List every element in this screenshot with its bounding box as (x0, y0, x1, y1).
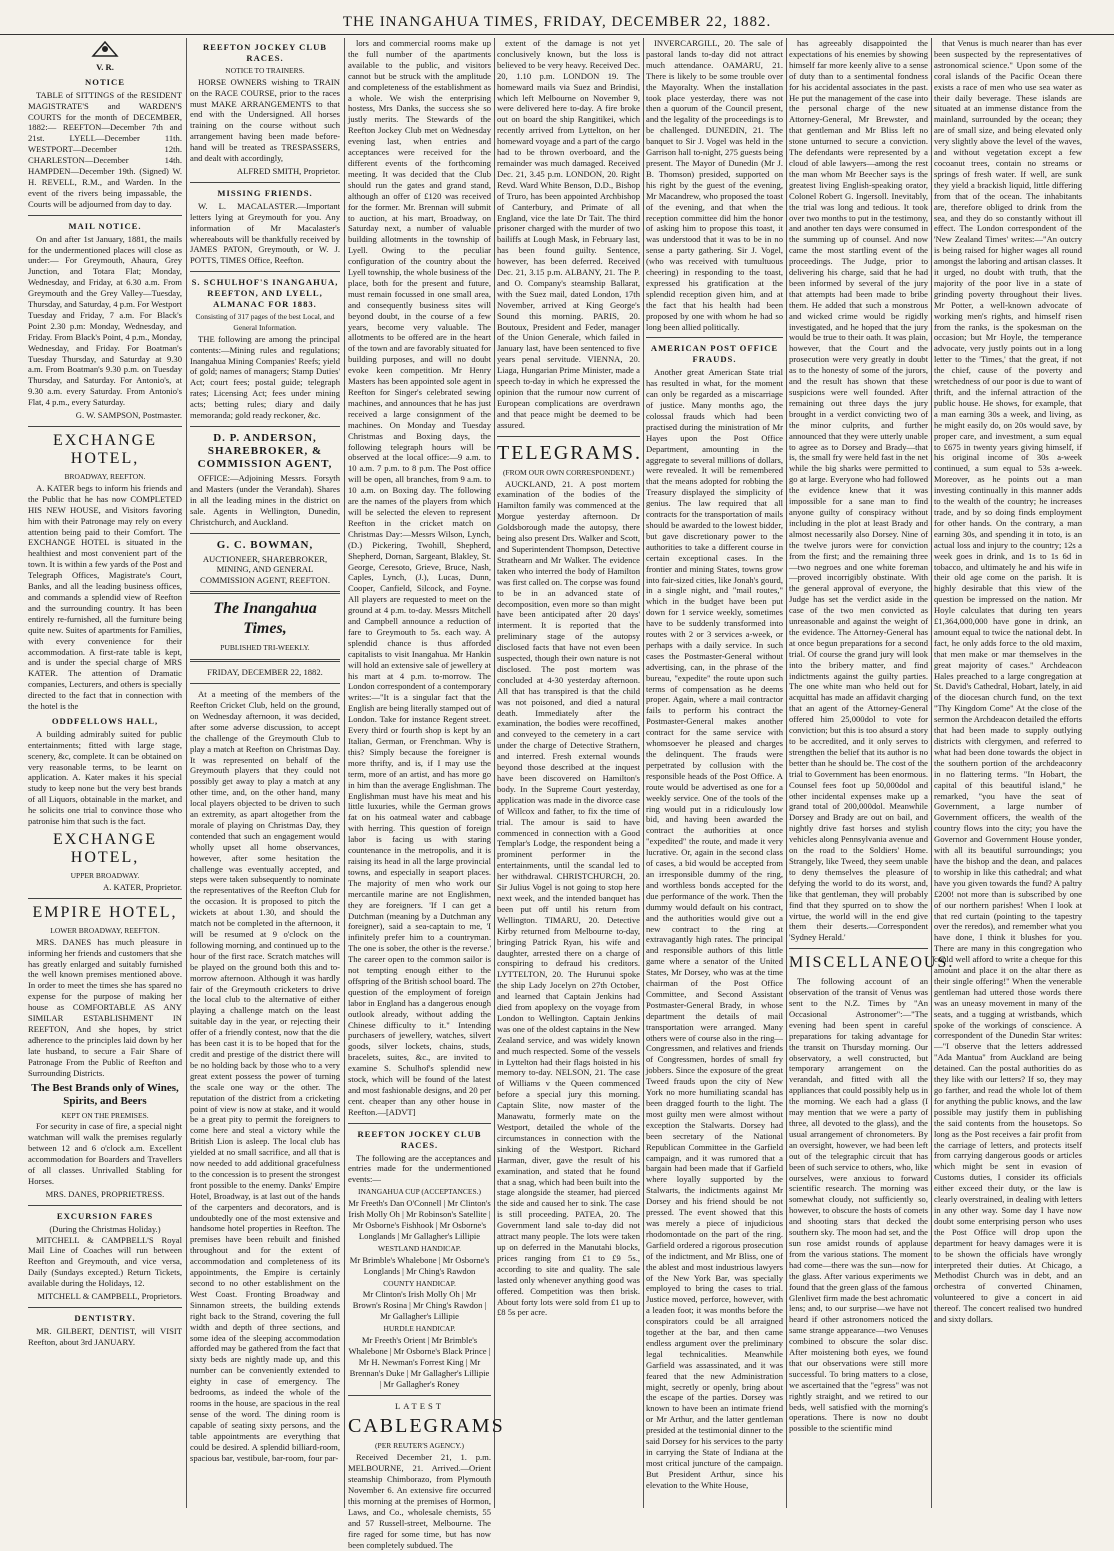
column-7 (934, 38, 1082, 1508)
missing-heading: MISSING FRIENDS. (217, 187, 313, 198)
cablegrams-sub: (PER REUTER'S AGENCY.) (375, 1441, 464, 1451)
brands-sub: KEPT ON THE PREMISES. (61, 1110, 149, 1120)
mail-notice-heading: MAIL NOTICE. (68, 220, 142, 231)
hurdle-list: Mr Freeth's Orient | Mr Brimble's Whalebone | Mr Osborne's Black Prince | Mr H. Newman's Forrest King | Mr Brennan's Duke | Mr Gallagher's Lillipie | Mr Gallagher's Roney (348, 1335, 491, 1389)
oddfellows-heading: ODDFELLOWS HALL, (51, 715, 159, 726)
notice-heading: NOTICE (85, 76, 125, 87)
westland-list: Mr Brimble's Whalebone | Mr Osborne's Longlands | Mr Ching's Rawdon (349, 1254, 490, 1276)
telegrams-heading: TELEGRAMS. (497, 441, 642, 464)
missing-text: W. L. MACALASTER.—Important letters lying at Greymouth for you. Any information of Mr Macalaster's whereabouts will be thankfully received by JAMES PATON, Greymouth, or W. J. POTTS, TIMES Office, Reefton. (190, 200, 340, 266)
almanac-heading: S. SCHULHOF'S INANGAHUA, REEFTON, AND LYELL, ALMANAC FOR 1883. (191, 277, 339, 310)
anderson-text: OFFICE:—Adjoining Messrs. Forsyth and Masters (under the Verandah). Shares in all the leading mines in the district on sale. Agents in Wellington, Dunedin, Christchurch, and Auckland. (190, 473, 340, 527)
miscellaneous-text: The following account of an observation of the transit of Venus was sent to the N.Z. Times by "An Occasional Astronomer":—"The evening had been spent in careful preparations for taking advantage for the transit on Thursday morning. Our observatory, a well constructed, but temporary arrangement on the verandah, and fitted with all the appliances that could possibly help us in the morning. We each had a glass (I may mention that we were a party of three, all devoted to the glass), and the usual arrangement of chronometers. By an oversight, however, we had been left out of the telegraphic circuit that has been of such service to others, who, like ourselves, were anxious to forward scientific research. The morning was somewhat cloudy, not sufficiently so, however, to obscure the hosts of comets and shooting stars that decked the southern sky. The moon had set, and the sun rose amidst rounds of applause from the various stations. The moment had come—there was the sun—now for the glass. After various experiments we found that the green glass of the famous Glenlivet firm made the best achromatic lens; and, to our surprise—we have not heard if other astronomers noticed the same strange appearance—two Venuses combined to obscure the solar disc. After moistening both eyes, we found that our observations were still more successful. To bring matters to a close, we ascertained that the "egress" was not rightly straight, and we retired to our beds, well satisfied with the morning's operations. There is now no doubt possible to the scientific mind (789, 976, 928, 1434)
empire-hotel-text: MRS. DANES has much pleasure in informing her friends and customers that she has greatly enlarged and suitably furnished the well known premises mentioned above. In order to meet the times she has spared no expense for the purpose of making her house as COMFORTABLE AS ANY SIMILAR ESTABLISHMENT IN REEFTON, And she hopes, by strict adherence to the principles laid down by her late husband, to secure a Fair Share of Patronage From the Public of Reefton and Surrounding Districts. (28, 936, 182, 1078)
latest-heading: LATEST (394, 1400, 445, 1411)
westland-heading: WESTLAND HANDICAP. (378, 1243, 461, 1253)
bowman-text: AUCTIONEER, SHAREBROKER, MINING, AND GENERAL COMMISSION AGENT, REEFTON. (199, 553, 331, 586)
excursion-heading: EXCURSION FARES (56, 1210, 154, 1221)
fraud-text: Another great American State trial has resulted in what, for the moment can only be regarded as a miscarriage of justice. Many months ago, the colossal frauds which had been practised during the ministration of Mr Hayes upon the Post Office Department, amounting in the aggregate to several millions of dollars, were revealed. It will be remembered that the means adopted for robbing the Treasury displayed the simplicity of genius. The law required that all contracts for the transportation of mails should be awarded to the lowest bidder, but gave discretionary power to the authorities to take a different course in certain exceptional cases. In the frontier and mining States, towns grow into fair-sized cities, like Jonah's gourd, in a single night, and "mail routes," which in the budget have been put down for 1 service weekly, sometimes have to be suddenly transformed into routes with 2 or 3 services a-week, or perhaps with a daily service. In such cases the Postmaster-General without advertising, can, in the phrase of the bureau, "expedite" the route upon such terms of compensation as he deems proper. Again, where a mail contractor fails to perform his contract the Postmaster-General makes another contract for the same service with whomsoever he pleased and charges the delinquent. The frauds were perpetrated by collusion with the responsible heads of the Post Office. A route would be advertised as one for a weekly service. One of the tools of the ring would put in a ridiculously low bid, and having been awarded the contract the authorities at once "expedited" the route, and made it very lucrative. Or, again in the second class of cases, a bid would be accepted from an irresponsible dummy of the ring, and worthless bonds accepted for the due performance of the work. Then the dummy would default on his contract, and the authorities would give out a new contract to the ring at extravagantly high rates. The principal and responsible authors of this little game where a senator of the United States, Mr Dorsey, who was at the time chairman of the Post Office Committee, and Second Assistant Postmaster-General Brady, in whose department the details of mail transportation were arranged. Many others were of course also in the ring—Congressmen, and relatives and friends of Congressmen, hordes of small fry jobbers. Since the exposure of the great Tweed frauds upon the city of New York no more humiliating scandal has been dragged fourth to the light. The most guilty men were almost without exception the Stalwarts. Dorsey had been secretary of the National Republican Committee in the Garfield campaign, and it was rumored that a bargain had been made that if Garfield where loyally supported by the Stalwarts, the indictments against Mr Dorsey and his friend should be not pressed. The event showed that this was merely a piece of injudicious rhodomontade on the part of the ring. Garfield ordered a rigorous prosecution of the indictment, and Mr Bliss, one of the ablest and most industrious lawyers of the New York Bar, was specially employed to bring the cases to trial. Justice moved, perforce, however, with a leaden foot; it was months before the conspirators could be all arraigned together at the bar, and then came endless argument over the preliminary legal technicalities. Meanwhile Garfield was assassinated, and it was feared that the new Administration might, secretly or openly, bring about the escape of the parties. Dorsey was known to have been an intimate friend or Mr Arthur, and the latter gentleman presided at the testimonial dinner to the said Dorsey for his services to the party in carrying the State of Indiana at the most critical juncture of the campaign. But President Arthur, since his elevation to the White House, (646, 367, 783, 1490)
exchange-hotel-heading: EXCHANGE HOTEL, (53, 432, 157, 467)
excursion-sub: (During the Christmas Holiday.) (49, 1223, 161, 1234)
exchange-hotel-text: A. KATER begs to inform his friends and the Public that he has now COMPLETED HIS NEW HOUSE, and Visitors favoring him with their Patronage may rely on every attention being paid to their Comfort. The EXCHANGE HOTEL is situated in the healthiest and most convenient part of the town. It is within a few yards of the Post and Telegraph Offices, Magistrate's Court, Banks, and all the leading business offices, and commands a splendid view of Reefton and the surrounding country. It has been entirely re-furnished, all the furniture being quite new. Suites of apartments for Families, with every convenience for their accommodation. A first-rate table is kept, and is under the special charge of MRS KATER. The attention of Dramatic companies, Lecturers, and others is specially directed to the fact that in connection with the hotel is the (28, 482, 182, 712)
column-rule (344, 38, 345, 1508)
telegrams-text: AUCKLAND, 21. A post mortem examination of the bodies of the Hamilton family was commenced at the Morgue yesterday afternoon. Dr Goldsborough made the autopsy, there being also present Drs. Walker and Scott, and Superintendent Thompson, Detective Strathearn and Mr Walker. The evidence taken who interred the body of Hamilton was first called on. The corpse was found to be in an advanced state of decomposition, even more so than might have been anticipated after 20 days' interment. It is reported that the preliminary stage of the autopsy disclosed facts that have not even been suspected, though their own nature is not disclosed. The post mortem was concluded at 4-30 yesterday afternoon. All that has transpired is that the child was not poisoned, and died a natural death. Immediately after the examination, the bodies were recoffined, and conveyed to the cemetery in a cart under the charge of Detective Strathern, and interred. Fresh external wounds beyond those described at the inquest have been discovered on Hamilton's body. In the Supreme Court yesterday, application was made in the divorce case of Willcox and father, to fix the time of trial. The amour is said to have commenced in connection with a Good Templar's Lodge, the respondent being a prominent performer in the entertainments, until the scandal led to her withdrawal. CHRISTCHURCH, 20. Sir Julius Vogel is not going to stop here next week, and the intended banquet has been put off until his return from Wellington. TIMARU, 20. Detective Kirby returned from Melbourne to-day, bringing Patrick Ryan, his wife and daughter, arrested there on a charge of conspiring to defraud his creditors. LYTTELTON, 20. The Hurunui spoke the ship Lady Jocelyn on 27th October, and learned that Captain Jenkins had died from apoplexy on the voyage from London to Wellington. Captain Jenkins was one of the oldest captains in the New Zealand service, and was widely known and much respected. Some of the vessels in Lyttelton had their flags hoisted in his memory to-day. NELSON, 21. The case of Williams v the Queen commenced before a special jury this morning. Captain Slite, now master of the Manawatu, formerly mate on the Westport, detailed the whole of the circumstances in connection with the sinking of the Westport. Richard Harman, diver, gave the result of his examination, and stated that he found that a snag, which had been built into the stage alongside the steamer, had pierced the side and caused her to sink. The case is still proceeding. PATEA, 20. The Government land sale to-day did not attract many people. The lots were taken up on deferred in the Manutahi blocks, prices ranging from £1 to £9 5s., according to site and quality. The sale lasted only whenever anything good was offered. Competition was then brisk. About forty lots were sold from £1 up to £8 5s per acre. (497, 478, 640, 1318)
column-rule (786, 38, 787, 1508)
inangahua-cup-heading: INANGAHUA CUP (ACCEPTANCES.) (357, 1187, 482, 1197)
miscellaneous-heading: MISCELLANEOUS. (789, 954, 955, 972)
fraud-heading: AMERICAN POST OFFICE FRAUDS. (650, 343, 779, 365)
column-2 (190, 38, 340, 1508)
jockey-2-heading: REEFTON JOCKEY CLUB RACES. (357, 1128, 482, 1150)
editorial-text: At a meeting of the members of the Reefton Cricket Club, held on the ground, on Wednesday afternoon, it was decided, after some adverse discussion, to accept the challenge of the Greymouth Club to play a match at Reefton on Christmas Day. It was represented on behalf of the Greymouth players that they could not possibly get away to play a match at any other time, and, on the other hand, many local players objected to be driven to such an extremity, as apart altogether from the morale of playing on Christmas Day, they contended that such an engagement would wholly upset all home observances, however, after some hesitation the challenge was eventually accepted, and steps were taken subsequently to nominate the representatives of the Reefton Club for the occasion. It is proposed to pitch the wickets at about 1.30, and should the match not be completed in the afternoon, it will be resumed at 9 o'clock on the following morning, and continued up to the hour of the first race. Scratch matches will be played on the ground both this and to-morrow afternoon. Although it was hardly fair of the Greymouth cricketers to drive the local club to the alternative of either playing a challenge match on the least suitable day in the year, or rejecting their offer of a friendly contest, now that the die has been cast it is to be hoped that for the credit and prestige of the district there will be no holding back by those who to a very great extent possess the power of turning the scale one way or the other. The reputation of the district from a cricketing point of view is now at stake, and it would be a great pity to permit the foreigners to come here and steal a victory while the British Lion is asleep. The local club has yielded at no small sacrifice, and all that is now needed to add additional gracefulness to the concession is to present the strongest front possible to the enemy. Danks' Empire Hotel, Broadway, is at last out of the hands of the carpenters and decorators, and is undoubtedly one of the most extensive and handsome hotel properties in Reefton. The premises have been rebuilt and finished throughout and for the extent of accommodation and completeness of its appointments, the Empire is certainly second to no other establishment on the West Coast. Fronting Broadway and Sinnamon streets, the building extends right back to the Strand, covering the full width and depth of three sections, and some idea of the sleeping accommodation afforded may be gathered from the fact that sixty beds are nightly made up, and this number can be conveniently extended to eighty in case of emergency. The bedrooms, as indeed the whole of the rooms in the house, are spacious in the real sense of the word. The dining room is capable of seating sixty persons, and the table appointments are everything that could be desired. A splendid billiard-room, spacious bar, vestibule, bar-room, four par- (190, 689, 340, 1463)
almanac-sub: Consisting of 317 pages of the best Local, and General Information. (195, 311, 335, 332)
cablegrams-heading: CABLEGRAMS (348, 1415, 505, 1438)
jockey-sub: NOTICE TO TRAINERS. (225, 65, 305, 75)
mail-signature: G. W. SAMPSON, Postmaster. (75, 410, 182, 421)
empire-hotel-sub: LOWER BROADWAY, REEFTON. (50, 925, 160, 935)
column-5 (646, 38, 783, 1508)
oddfellows-text: A building admirably suited for public entertainments; fitted with large stage, scenery, &c, complete. It can be obtained on very reasonable terms, to be learnt on application. A. Kater makes it his special study to keep none but the very best brands of all Liquors, obtainable in the market, and he solicits one trial to convince those who patronise him that such is the fact. (28, 728, 182, 827)
miscellaneous-continued-text: that Venus is much nearer than has ever been suspected by the representatives of astronomical science." Upon some of the coral islands of the Pacific Ocean there exists a race of men who use sea water as their daily beverage. These islands are situated at an immense distance from the mainland, surrounded by the ocean; they are of small size, and being elevated only very slightly above the level of the waves, and without vegetation except a few cocoanut trees, contain no streams or springs of fresh water. If well, are sunk they yield a brackish liquid, little differing from that of the ocean. The inhabitants are, therefore obliged to drink from the sea, and they do so constantly without ill effect. The London correspondent of the 'New Zealand Times' writes:—"An outcry is being raised for higher wages all round amongst the laboring and artisan classes. It it urged, no doubt with truth, that the majority of the poor live in a state of grinding poverty throughout their lives. Mr Potter, a well-known advocate of working men's rights, and himself risen from the ranks, is the spokesman on the occasion; but Mr Hoyle, the temperance advocate, very justly points out in a long letter to the 'Times,' that the great, if not the chief, cause of the poverty and wretchedness of our poor is due to want of thrift, and the infernal attraction of the public house. He shows, for example, that a man earning 30s a week, and living, as he might easily do, on 20s would save, by proper care, and investment, a sum equal to £675 in twenty years giving himself, if his original income of 30s a-week continued, a sum equal to 53s a-week. Moreover, as he points out a man investing continually in this manner adds to the wealth of the country; he increases trade, and by so doing finds employment for other hands. On the contrary, a man earning 30s, and spending it in toto, is an actual loss and injury to the country; 12s a week goes in drink, and 1s to 1s 6d in tobacco, and ultimately he and his wife in their old age come on the parish. It is highly desirable that this view of the question be impressed on the nation. Mr Hoyle calculates that during ten years £1,364,000,000 have gone in drink, an amount equal to twice the national debt. In fact, he only adds force to the old maxim, that men make or mar themselves in the great majority of cases." Archdeacon Hales preached to a large congregation at St. David's Cathedral, Hobart, lately, in aid of the diocesan church fund, on the text "Thy Kingdom Come" At the close of the sermon the Archdeacon detailed the efforts that had been made to supply outlying districts with clergymen, and referred to what had been done towards the object in the southern portion of the archdeaconry in no flattering terms. "In Hobart, the capital of this beautiful island," he remarked, "you have the seat of Government, a large number of Government officers, the wealth of the country flows into the city; you have the Governor and Government House yonder, with all its beautiful surroundings; you have the bishop and the dean, and palaces to worship in like this cathedral; and what have you given towards the fund? A paltry £200! not more than is subscribed by one of our northern parishes! When I look at that red curtain (pointing to the tapestry over the reredos), and remember what you have done, I think it blushes for you. There are many in this congregation who could well afford to write a cheque for this amount and place it on the altar there as their single offering!" When the venerable gentleman had uttered those words there was an uneasy movement in many of the seats, and a tugging at wristbands, which spoke of the workings of conscience. A correspondent of the Dunedin Star writes:—"I observe that the letters addressed "Ada Mantua" from Auckland are being detained. Can the postal authorities do as they like with our letters? If so, they may go farther, and read the whole lot of them for anything the public knows, and the law possible may justify them in publishing the said contents from the housetops. So long as the Post receives a fair profit from the carriage of letters, and protects itself from carrying dangerous goods or articles which might be sent in evasion of Customs duties, I consider its officials either exceed their duty, or the law is clearly overstrained, in dealing with letters in any other way. Some day I have now doubt some enterprising person who uses the Post Office will drop upon the department for heavy damages were it is to be shown the officials have wrongly interpreted their duties. At Chicago, a Methodist Church was in debt, and an orchestra of converted Chinamen, volunteered to give a concert in aid thereof. The concert realised two hundred and sixty dollars. (934, 38, 1082, 1325)
cable-continued-text: extent of the damage is not yet conclusively known, but the loss is believed to be very heavy. Received Dec. 20, 1.10 p.m. LONDON 19. The homeward mails via Suez and Brindisi, which left Melbourne on November 9, were delivered here to-day. A fire broke out on board the ship Rangitikei, which recently arrived from Lyttelton, on her homeward voyage and a part of the cargo had to be thrown overboard, and the remainder was much damaged. Received Dec. 21, 3.45 p.m. LONDON, 20. Right Revd. Ward White Benson, D.D., Bishop of Truro, has been appointed Archbishop of Canterbury, and Primate of all England, vice the late Dr Tait. The third prisoner charged with the murder of two bailiffs at Lough Mask, in February last, has been found guilty. Sentence, however, has been deferred. Received Dec. 21, 3.15 p.m. ALBANY, 21. The P. and O. Company's steamship Ballarat, with the Suez mail, dated London, 17th November, arrived at King George's Sound this morning. PARIS, 20. Boutoux, President and Feder, manager of the Union Generale, which failed in January last, have been sentenced to five years penal servitude. VIENNA, 20. Liaga, Hungarian Prime Minister, made a speech to-day in which he expressed the opinion that the rumour now current of European complications are overdrawn and that peace might be deemed to be assured. (497, 38, 640, 430)
exchange-hotel-2-sign: A. KATER, Proprietor. (102, 881, 182, 892)
excursion-sign: MITCHELL & CAMPBELL, Proprietors. (37, 1291, 182, 1302)
jockey-text: HORSE OWNERS wishing to TRAIN on the RACE COURSE, prior to the races must MAKE ARRANGEMENTS to that end with the Undersigned. All horses training on the course without such arrangement having been made before-hand will be treated as TRESPASSERS, and dealt with accordingly, (190, 76, 340, 164)
anderson-heading: D. P. ANDERSON, SHAREBROKER, & COMMISSION AGENT, (197, 432, 333, 470)
column-rule (931, 38, 932, 1508)
hurdle-heading: HURDLE HANDICAP. (383, 1324, 456, 1334)
column-rule (494, 38, 495, 1508)
royal-crest-icon (28, 38, 182, 62)
column-rule (186, 38, 187, 1508)
column-3 (348, 38, 505, 1550)
almanac-text: THE following are among the principal contents:—Mining rules and regulations; Inangahua Mining Companies' Reefs; yield of gold; names of managers; Stamp Duties' Act; court fees; postal guide; telegraph rates; Licensing Act; fees under mining acts; betting rules; diary and daily memoranda; gold ready reckoner, &c. (190, 333, 340, 421)
inangahua-cup-list: Mr Freeth's Dan O'Connell | Mr Clinton's Irish Molly Oh | Mr Robinson's Satellite | Mr Osborne's Fishhook | Mr Osborne's Longlands | Mr Gallagher's Lillipie (348, 1198, 491, 1241)
column-1 (28, 38, 182, 1508)
mail-notice-text: On and after 1st January, 1881, the mails for the undermentioned places will close as under:— For Greymouth, Ahaura, Grey Junction, and Totara Flat; Monday, Wednesday, and Friday, at 6.30 a.m. From Greymouth and the Grey Valley—Tuesday, Thursday, and Saturday, 4 p.m. For Westport Tuesday and Friday, 7 a.m. For Black's Point 2.30 p.m: Monday, Wednesday, and Friday. From Black's Point, 4 p.m., Monday, Wednesday, and Friday. For Boatman's Tuesday Thursday, and Saturday at 9.30 a.m. From Boatman's 9.30 p.m. on Tuesday Thursday, and Saturday. For Antonio's, at 9.30 a.m. every Saturday. From Antonio's Flat, 4 p.m., every Saturday. (28, 233, 182, 408)
county-heading: COUNTY HANDICAP. (383, 1278, 456, 1288)
dentistry-text: MR. GILBERT, DENTIST, will VISIT Reefton, about 3rd JANUARY. (28, 1325, 182, 1347)
cablegrams-text: Received December 21, 1. p.m. MELBOURNE, 21. Arrived.—Orient steamship Chimborazo, from Plymouth November 6. An extensive fire occurred this morning at the premises of Hormon, Laws, and Co., wholesale chemists, 55 and 57 Russell-street, Melbourne. The fire raged for some time, but has now been completely subdued. The (348, 1452, 491, 1550)
empire-hotel-heading: EMPIRE HOTEL, (32, 903, 178, 921)
exchange-hotel-sub: BROADWAY, REEFTON. (64, 472, 146, 481)
local-news-text: lors and commercial rooms make up the full number of the apartments available to the public, and visitors cannot but be struck with the amplitude and completeness of the establishment as a whole. We wish the enterprising hostess, Mrs Danks, the success she so justly merits. The Stewards of the Reefton Jockey Club met on Wednesday evening last, when entries and acceptances were received for the different events of the forthcoming meeting. It was decided that the Club should run the gates and grand stand, although an offer of £120 was received for the former. Mr. Brennan will submit to auction, at his mart, Broadway, on Saturday next, a number of valuable building allotments in the township of Lyell. Owing to the peculiar configuration of the country about the Lyell township, the whole business of the place, both for the present and future, must remain focussed in one small area, and consequently business sites will beyond doubt, in the course of a few years, become very valuable. The allotments to be offered are in the heart of the town and are favorably situated for building purposes, and will no doubt evoke keen competition. Mr Henry Masters has been appointed sole agent in Reefton for Singer's celebrated sewing machines, and announces that he has just received a large consignment of the machines. On Monday and Tuesday Christmas and Boxing days, the following telegraph hours will be observed at the local office:—9 a.m. to 10 a.m. 7 p.m. to 8 p.m. The Post office will be open, all branches, from 9 a.m. to 10 a.m. on Boxing day. The following are the names of the players from which will be selected the eleven to represent Reefton in the cricket match on Christmas Day:—Messrs Wilson, Lynch, (D.) Pickering, Twohill, Shepherd, Shepherd, Dornan, Sargeant, Blakley, St. George, Ceresoto, Grieve, Bruce, Nash, Caples, Lynch, (J.), Lucas, Dunn, Cooper, Canfield, Silcock, and Foyne. All players are requested to meet on the ground at 4 p.m. to-day. Messrs Mitchell and Campbell announce a reduction of fare to Greymouth to 5s. each way. A splendid chance is thus afforded capitalists to visit Inangahua. Mr Hankin will hold an extensive sale of jewellery at his mart at 4 p.m. to-morrow. The London correspondent of a contemporary writes:—"It is a singular fact that the English are being literally stamped out of London. Take for instance Regent street. Every third or fourth shop is kept by an Italian, German, or Frenchman. Why is this? Simply because the foreigner is more thrifty, and is, if I may use the term, more of an artist, and has more go in him than the average Englishman. The Englishman must have his meat and his little luxuries, while the German grows fat on his oatmeal water and cabbage with herring. This question of foreign labor is facing us with staring countenance in the metropolis, and it is raising its head in all the large provincial towns, and especially in seaport places. The majority of men who work our mercantile marine are not Englishmen, they are foreigners. 'If I can get a Dutchman (meaning by a Dutchman any foreigner), said a sea-captain to me, 'I infinitely prefer him to a countryman. The one is sober, the other is the reverse.' The career open to the common sailor is not tempting enough either to the offspring of the British school board. The question of the employment of foreign labor in England has a dangerous enough outlook already, without adding the Chinese difficulty to it." Intending purchasers of jewellery, watches, silvert goods, silver lockets, chains, studs, bracelets, suites, &c., are invited to examine S. Schulhof's splendid new stock, which will be found of the latest and most fashionable designs, and 20 per cent. cheaper than any other house in Reefton.—[ADVT] (348, 38, 491, 1117)
county-list: Mr Clinton's Irish Molly Oh | Mr Brown's Rosina | Mr Ching's Rawdon | Mr Gallagher's Lillipie (352, 1289, 487, 1322)
jockey-heading: REEFTON JOCKEY CLUB RACES. (202, 42, 328, 63)
masthead (0, 0, 1114, 35)
exchange-hotel-2-sub: UPPER BROADWAY. (70, 871, 140, 880)
column-6 (789, 38, 955, 1508)
jockey-2-text: The following are the acceptances and entries made for the undermentioned events:— (348, 1152, 491, 1185)
brands-heading: The Best Brands only of Wines, Spirits, and Beers (31, 1081, 179, 1107)
newspaper-title: THE INANGAHUA TIMES, FRIDAY, DECEMBER 22, 1882. (342, 14, 772, 30)
paper-sub: PUBLISHED TRI-WEEKLY. (220, 643, 310, 653)
crest-letters: V. R. (96, 61, 114, 72)
telegrams-continued-text: INVERCARGILL, 20. The sale of pastoral lands to-day did not attract much attendance. OAMARU, 21. There is likely to be some trouble over the Mayoralty. When the installation took place yesterday, there was not then a quorum of the Council present, and the legality of the proceedings is to be challenged. DUNEDIN, 21. The banquet to Sir J. Vogel was held in the Garrison hall to-night, 275 guests being present. The Mayor of Dunedin (Mr J. B. Thomson) presided, supported on his right by the guest of the evening, Mr Macandrew, who proposed the toast of the evening, and that when the reception committee did him the honor of asking him to propose this toast, it was understood that it was to be in no sense a party gathering. Sir J. Vogel, (who was received with tumultuous cheering) in responding to the toast, expressed his gratification at the splendid reception given him, and at the fact that his health had been proposed by one with whom he had so long been allied politically. (646, 38, 783, 332)
paper-logo: The Inangahua Times, (213, 600, 317, 638)
excursion-text: MITCHELL & CAMPBELL'S Royal Mail Line of Coaches will run between Reefton and Greymouth, and vice versa, Daily (Sundays excepted.) Return Tickets, available during the Holidays, 12. (28, 1234, 182, 1289)
empire-signature: MRS. DANES, PROPRIETRESS. (45, 1188, 165, 1199)
notice-text: TABLE of SITTINGS of the RESIDENT MAGISTRATE'S and WARDEN'S COURTS for the month of DECEMBER, 1882:— REEFTON—December 7th and 21st. LYELL—December 11th. WESTPORT—December 12th. CHARLESTON—December 14th. HAMPDEN—December 19th. (Signed) W. H. REVELL, R.M., and Warden. In the event of the rivers being impassable, the Courts will be adjourned from day to day. (28, 89, 182, 209)
telegrams-sub: (FROM OUR OWN CORRESPONDENT.) (502, 467, 635, 477)
paper-date: FRIDAY, DECEMBER 22, 1882. (207, 667, 323, 678)
column-rule (643, 38, 644, 1508)
exchange-hotel-2-heading: EXCHANGE HOTEL, (53, 831, 157, 866)
fraud-continued-text: has agreeably disappointed the expectations of his enemies by showing himself far more keenly alive to a sense of duty than to a sentimental fondness for his accidental associates in the past. He put the management of the case into the personal charge of the new Attorney-General, Mr Brewster, and that gentleman and Mr Bliss left no stone unturned to secure a conviction. The defendants were represented by a cloud of able lawyers—among the rest the man whom Mr Beecher says is the greatest living English-speaking orator, Colonel Robert G. Ingersoll. Inevitably, the trial was long and tedious. It took over two months to put in the testimony, and another ten days were consumed in the summing up of counsel. And now came the most startling event of the proceedings. The Judge, prior to delivering his charge, said that he had been informed by several of the jury that attempts had been made to bribe them. He added that such a monstrous and wicked crime would be rigidly investigated, and he hoped that the jury would be true to their oath. It was plain, however, that the Court and the prosecution were very greatly in doubt as to the honesty of some of the jurors, and the result has shown that these suspicions were well founded. After remaining out three days the jury brought in a verdict convicting two of the minor culprits, and further announced that they were utterly unable to agree as to Dorsey and Brady—that is, the small fry were held fast in the net while the big sharks were permitted to go at large. Everyone who had followed the evidence knew that it was impossible for a sane man to find anyone guilty of conspiracy without including in the plot at least Brady and almost necessarily also Dorsey. Nine of the twelve jurors were for conviction from the first; and the remaining three—two negroes and one white foreman—proved incorrigibly obstinate. With the general approval of everyone, the Judge has set the verdict aside in the case of the two men convicted as unreasonable and against the weight of the evidence. The Attorney-General has at once begun preparations for a second trial. Of course the grand jury will look into the bribery matter, and find indictments against the guilty parties. The one white man who held out for acquittal has made an affidavit charging that an agent of the Attorney-General offered him 25,000dol to vote for conviction; but this is too absurd a story to be accredited, and it only serves to strengthen the belief that its author is no better than he should be. The cost of the trial to Government has been enormous. Counsel fees foot up 50,000dol and other incidental expenses make up a grand total of 200,000dol. Meanwhile Dorsey and Brady are out on bail, and nightly drive fast horses and stylish vehicles along Pennsylvania avenue and on the road to the Soldiers' Home. Strangely, like Tweed, they seem unable to deny themselves the pleasure of defying the world to do its worst, and, like that gentleman, they will probably find that they spurred on to show the virtue, the world will in the end give them their deserts.—Correspondent 'Sydney Herald.' (789, 38, 928, 943)
dentistry-heading: DENTISTRY. (74, 1313, 136, 1323)
bowman-heading: G. C. BOWMAN, (216, 538, 314, 551)
empire-hotel-text-2: For security in case of fire, a special night watchman will walk the premises regularly between 12 and 6 o'clock a.m. Excellent accommodation for Boarders and Travellers of all classes. Unrivalled Stabling for Horses. (28, 1121, 182, 1186)
column-4 (497, 38, 640, 1508)
jockey-sign: ALFRED SMITH, Proprietor. (236, 165, 340, 176)
